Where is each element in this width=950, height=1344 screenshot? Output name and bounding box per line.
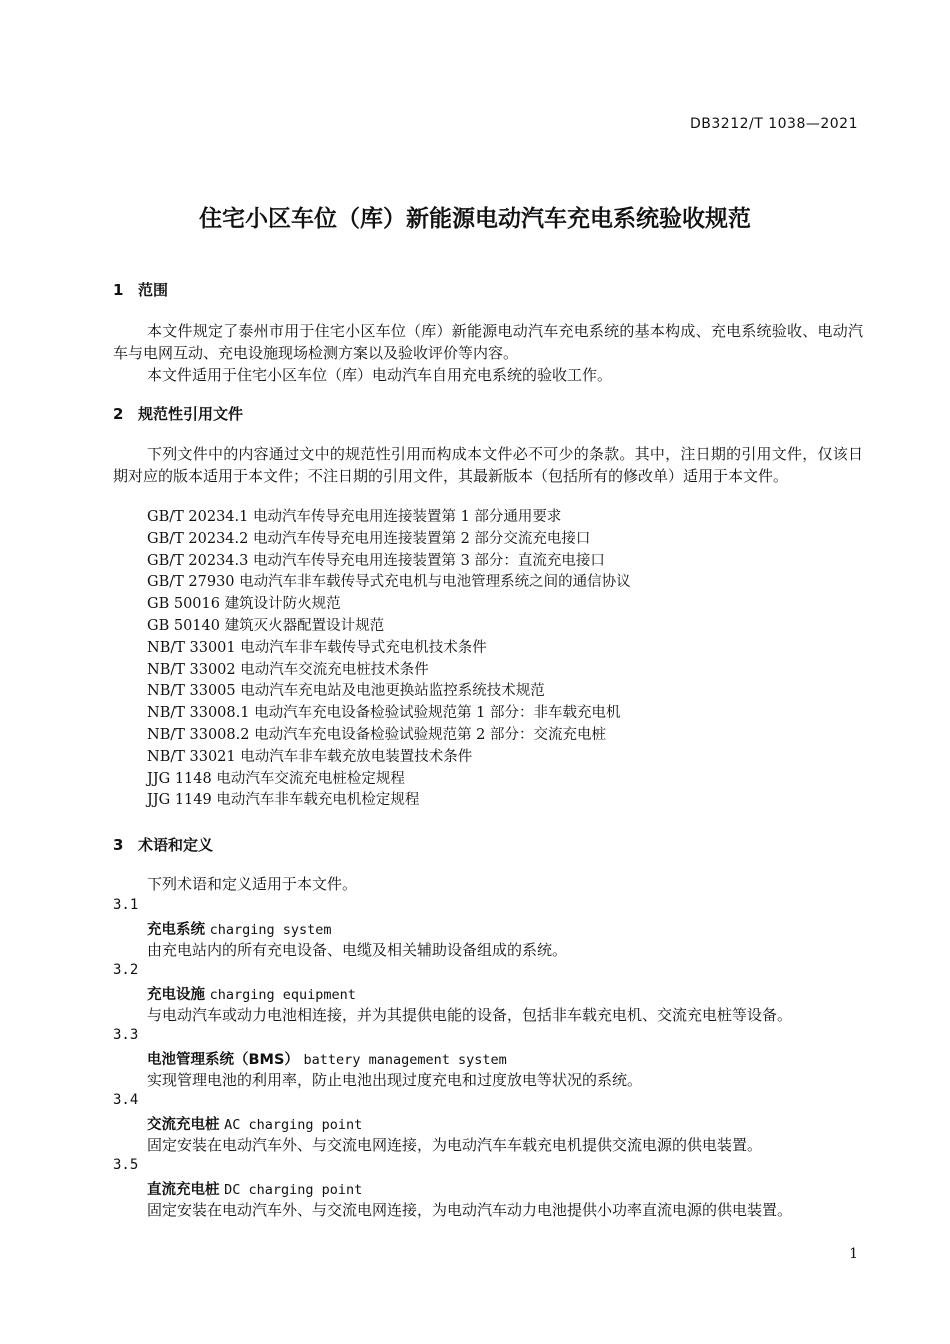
reference-item: NB/T 33021 电动汽车非车载充放电装置技术条件	[147, 748, 473, 765]
section-number: 1	[113, 281, 124, 299]
term-heading	[147, 1048, 507, 1069]
term-cn: 充电系统	[147, 922, 205, 938]
term-definition: 实现管理电池的利用率，防止电池出现过度充电和过度放电等状况的系统。	[147, 1071, 643, 1089]
term-cn: 直流充电桩	[147, 1182, 220, 1198]
reference-item: GB/T 27930 电动汽车非车载传导式充电机与电池管理系统之间的通信协议	[147, 574, 631, 591]
term-en: AC charging point	[224, 1117, 363, 1133]
reference-item: NB/T 33002 电动汽车交流充电桩技术条件	[147, 661, 429, 678]
term-en: battery management system	[303, 1052, 507, 1068]
term-number: 3.1	[113, 897, 139, 913]
reference-item: GB/T 20234.1 电动汽车传导充电用连接装置第 1 部分通用要求	[147, 509, 562, 525]
reference-item: JJG 1148 电动汽车交流充电桩检定规程	[147, 770, 405, 787]
section-heading-terms	[113, 834, 213, 855]
section-number: 2	[113, 405, 124, 423]
term-number: 3.2	[113, 962, 139, 978]
reference-list	[147, 507, 631, 812]
term-definition: 固定安装在电动汽车外、与交流电网连接，为电动汽车动力电池提供小功率直流电源的供电装置。	[147, 1201, 793, 1219]
reference-item: NB/T 33008.1 电动汽车充电设备检验试验规范第 1 部分：非车载充电机	[147, 705, 621, 722]
term-number: 3.3	[113, 1027, 139, 1043]
section-title: 术语和定义	[138, 836, 214, 854]
term-cn: 电池管理系统（BMS）	[147, 1052, 299, 1068]
reference-item: GB 50140 建筑灭火器配置设计规范	[147, 617, 385, 634]
reference-item: GB/T 20234.3 电动汽车传导充电用连接装置第 3 部分：直流充电接口	[147, 552, 605, 569]
section-number: 3	[113, 836, 124, 854]
term-number: 3.4	[113, 1092, 139, 1108]
term-heading	[147, 1178, 362, 1199]
term-cn: 交流充电桩	[147, 1117, 220, 1133]
section-heading-scope	[113, 279, 168, 300]
reference-item: JJG 1149 电动汽车非车载充电机检定规程	[147, 792, 420, 809]
term-heading	[147, 1113, 362, 1134]
terms-intro: 下列术语和定义适用于本文件。	[147, 875, 358, 893]
term-definition: 与电动汽车或动力电池相连接，并为其提供电能的设备，包括非车载充电机、交流充电桩等设备。	[147, 1006, 793, 1024]
reference-item: NB/T 33005 电动汽车充电站及电池更换站监控系统技术规范	[147, 683, 545, 700]
section-title: 范围	[138, 281, 169, 299]
term-en: DC charging point	[224, 1182, 363, 1198]
reference-item: GB/T 20234.2 电动汽车传导充电用连接装置第 2 部分交流充电接口	[147, 530, 591, 547]
term-number: 3.5	[113, 1157, 139, 1173]
references-intro: 下列文件中的内容通过文中的规范性引用而构成本文件必不可少的条款。其中，注日期的引用文件，仅该日期对应的版本适用于本文件；不注日期的引用文件，其最新版本（包括所有的修改单）适用于本文件。	[113, 445, 863, 485]
term-definition: 由充电站内的所有充电设备、电缆及相关辅助设备组成的系统。	[147, 941, 568, 959]
term-cn: 充电设施	[147, 987, 205, 1003]
scope-paragraph-2: 本文件适用于住宅小区车位（库）电动汽车自用充电系统的验收工作。	[147, 366, 613, 384]
page-number: 1	[849, 1246, 858, 1262]
term-heading	[147, 983, 356, 1004]
section-title: 规范性引用文件	[138, 405, 244, 423]
reference-item: NB/T 33008.2 电动汽车充电设备检验试验规范第 2 部分：交流充电桩	[147, 726, 607, 743]
scope-paragraph-1: 本文件规定了泰州市用于住宅小区车位（库）新能源电动汽车充电系统的基本构成、充电系统验收、电动汽车与电网互动、充电设施现场检测方案以及验收评价等内容。	[113, 322, 863, 362]
document-title: 住宅小区车位（库）新能源电动汽车充电系统验收规范	[199, 206, 751, 232]
reference-item: NB/T 33001 电动汽车非车载传导式充电机技术条件	[147, 639, 487, 656]
term-heading	[147, 918, 332, 939]
section-heading-references	[113, 403, 243, 424]
reference-item: GB 50016 建筑设计防火规范	[147, 596, 341, 613]
term-en: charging system	[209, 922, 332, 938]
standard-code: DB3212/T 1038—2021	[690, 116, 858, 132]
term-definition: 固定安装在电动汽车外、与交流电网连接，为电动汽车车载充电机提供交流电源的供电装置。	[147, 1136, 763, 1154]
term-en: charging equipment	[209, 987, 356, 1003]
